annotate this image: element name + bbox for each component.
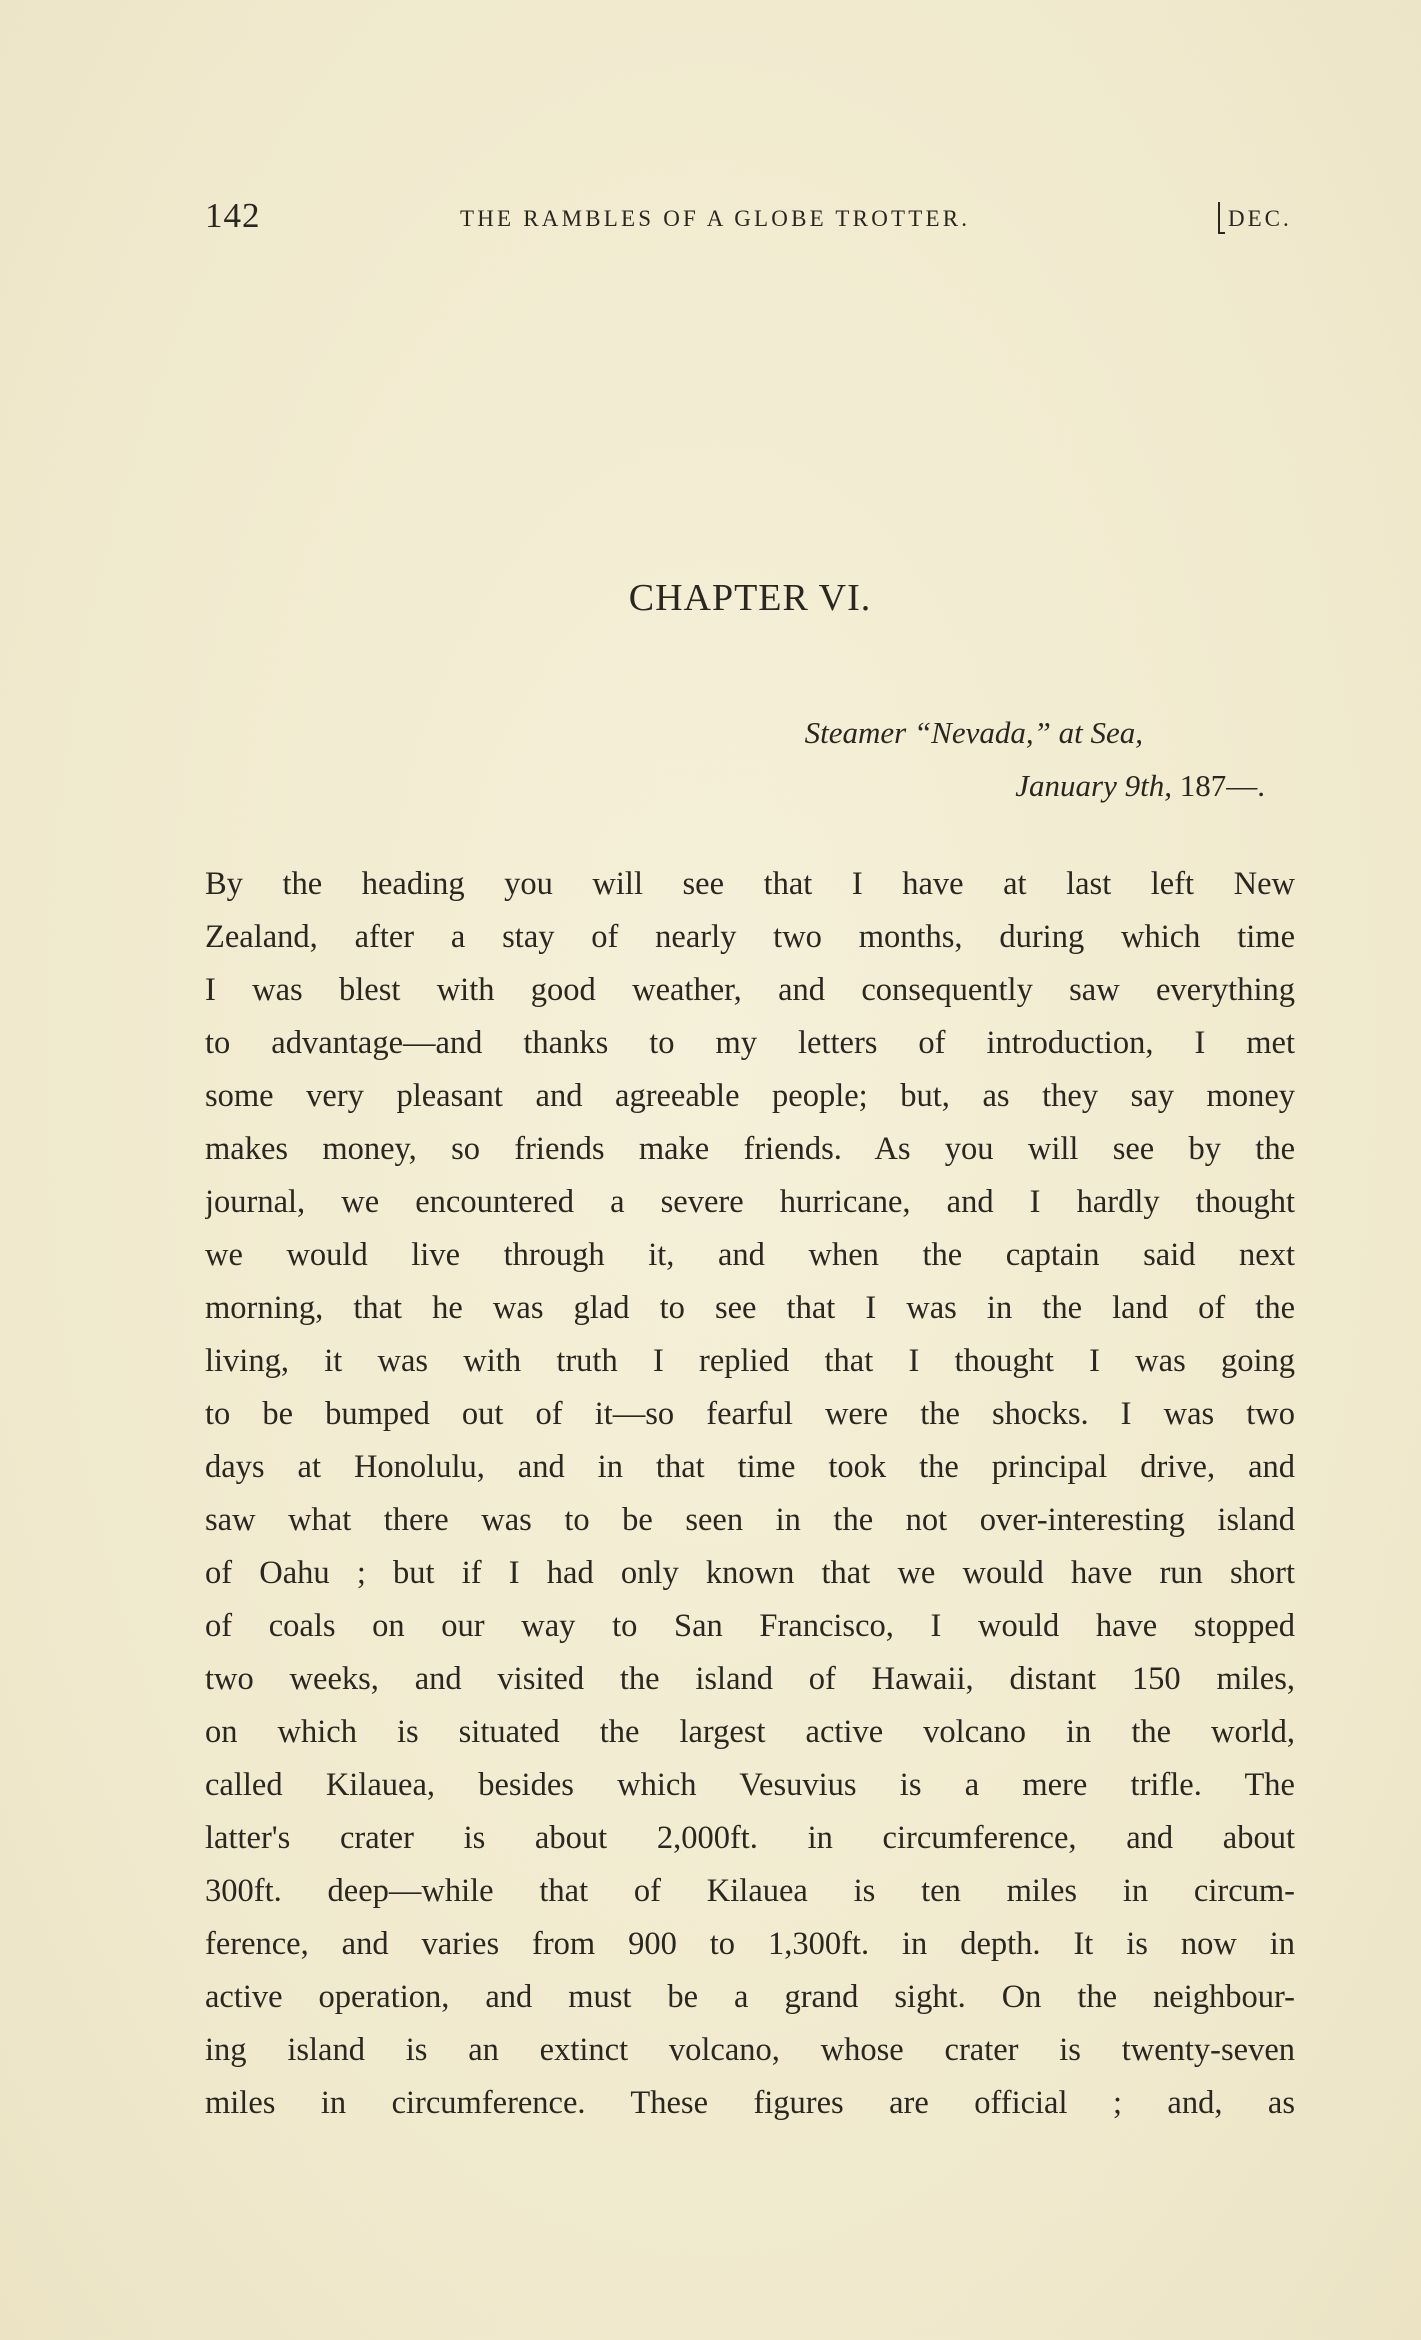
- text-line: active operation, and must be a grand sight. On the neighbour-: [205, 1979, 1295, 2015]
- text-line: called Kilauea, besides which Vesuvius is a mere trifle. The: [205, 1767, 1295, 1803]
- text-line: living, it was with truth I replied that I thought I was going: [205, 1343, 1295, 1379]
- text-line: saw what there was to be seen in the not over-interesting island: [205, 1502, 1295, 1538]
- text-line: By the heading you will see that I have at last left New: [205, 866, 1295, 902]
- text-line: two weeks, and visited the island of Hawaii, distant 150 miles,: [205, 1661, 1295, 1697]
- text-line: I was blest with good weather, and consequently saw everything: [205, 972, 1295, 1008]
- text-line: ference, and varies from 900 to 1,300ft. in depth. It is now in: [205, 1926, 1295, 1962]
- text-line: on which is situated the largest active volcano in the world,: [205, 1714, 1295, 1750]
- dateline-line-1: Steamer “Nevada,” at Sea,: [804, 715, 1143, 750]
- text-line: days at Honolulu, and in that time took the principal drive, and: [205, 1449, 1295, 1485]
- text-line: miles in circumference. These figures are official ; and, as: [205, 2085, 1295, 2121]
- text-line: of coals on our way to San Francisco, I would have stopped: [205, 1608, 1295, 1644]
- text-line: 300ft. deep—while that of Kilauea is ten miles in circum-: [205, 1873, 1295, 1909]
- chapter-heading: CHAPTER VI.: [628, 577, 872, 619]
- text-line: to be bumped out of it—so fearful were the shocks. I was two: [205, 1396, 1295, 1432]
- running-date: [1218, 202, 1292, 234]
- bracket-mark: [1218, 202, 1225, 234]
- dateline-year: 187—.: [1179, 768, 1265, 803]
- text-line: some very pleasant and agreeable people; but, as they say money: [205, 1078, 1295, 1114]
- text-line: latter's crater is about 2,000ft. in circumference, and about: [205, 1820, 1295, 1856]
- running-head: [205, 196, 1305, 244]
- text-line: journal, we encountered a severe hurricane, and I hardly thought: [205, 1184, 1295, 1220]
- page-number: 142: [205, 196, 261, 235]
- running-title: THE RAMBLES OF A GLOBE TROTTER.: [460, 206, 971, 231]
- text-line: ing island is an extinct volcano, whose crater is twenty-seven: [205, 2032, 1295, 2068]
- text-line: to advantage—and thanks to my letters of introduction, I met: [205, 1025, 1295, 1061]
- dateline-date: January 9th,: [1015, 768, 1172, 803]
- running-date-text: DEC.: [1228, 206, 1292, 231]
- text-line: makes money, so friends make friends. As you will see by the: [205, 1131, 1295, 1167]
- dateline-line-2: [1015, 768, 1265, 804]
- text-line: morning, that he was glad to see that I was in the land of the: [205, 1290, 1295, 1326]
- text-line: of Oahu ; but if I had only known that we would have run short: [205, 1555, 1295, 1591]
- text-line: Zealand, after a stay of nearly two months, during which time: [205, 919, 1295, 955]
- body-text: [205, 858, 1295, 2130]
- text-line: we would live through it, and when the captain said next: [205, 1237, 1295, 1273]
